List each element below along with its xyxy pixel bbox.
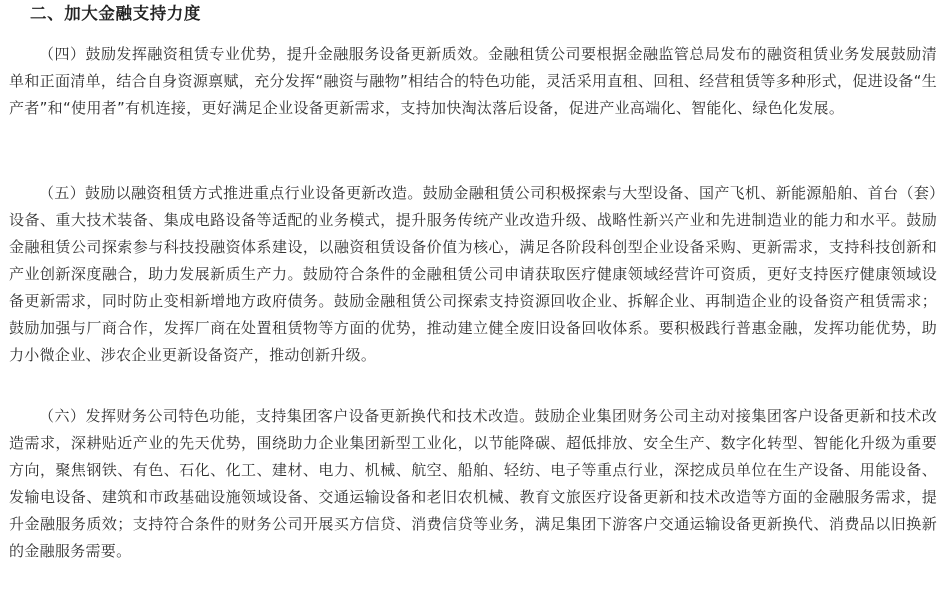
paragraph-4: （四）鼓励发挥融资租赁专业优势，提升金融服务设备更新质效。金融租赁公司要根据金融监管总局发布的融资租赁业务发展鼓励清单和正面清单，结合自身资源禀赋，充分发挥“融资与融物”相结合的特色功能，灵活采用直租、回租、经营租赁等多种形式，促进设备“生产者”和“使用者”有机连接，更好满足企业设备更新需求，支持加快淘汰落后设备，促进产业高端化、智能化、绿色化发展。 <box>9 45 937 117</box>
section-heading: 二、加大金融支持力度 <box>30 4 201 23</box>
paragraph-6: （六）发挥财务公司特色功能，支持集团客户设备更新换代和技术改造。鼓励企业集团财务公司主动对接集团客户设备更新和技术改造需求，深耕贴近产业的先天优势，围绕助力企业集团新型工业化，以节能降碳、超低排放、安全生产、数字化转型、智能化升级为重要方向，聚焦钢铁、有色、石化、化工、建材、电力、机械、航空、船舶、轻纺、电子等重点行业，深挖成员单位在生产设备、用能设备、发输电设备、建筑和市政基础设施领域设备、交通运输设备和老旧农机械、教育文旅医疗设备更新和技术改造等方面的金融服务需求，提升金融服务质效；支持符合条件的财务公司开展买方信贷、消费信贷等业务，满足集团下游客户交通运输设备更新换代、消费品以旧换新的金融服务需要。 <box>9 407 937 560</box>
paragraph-5: （五）鼓励以融资租赁方式推进重点行业设备更新改造。鼓励金融租赁公司积极探索与大型设备、国产飞机、新能源船舶、首台（套）设备、重大技术装备、集成电路设备等适配的业务模式，提升服务传统产业改造升级、战略性新兴产业和先进制造业的能力和水平。鼓励金融租赁公司探索参与科技投融资体系建设，以融资租赁设备价值为核心，满足各阶段科创型企业设备采购、更新需求，支持科技创新和产业创新深度融合，助力发展新质生产力。鼓励符合条件的金融租赁公司申请获取医疗健康领域经营许可资质，更好支持医疗健康领域设备更新需求，同时防止变相新增地方政府债务。鼓励金融租赁公司探索支持资源回收企业、拆解企业、再制造企业的设备资产租赁需求；鼓励加强与厂商合作，发挥厂商在处置租赁物等方面的优势，推动建立健全废旧设备回收体系。要积极践行普惠金融，发挥功能优势，助力小微企业、涉农企业更新设备资产，推动创新升级。 <box>9 184 937 364</box>
